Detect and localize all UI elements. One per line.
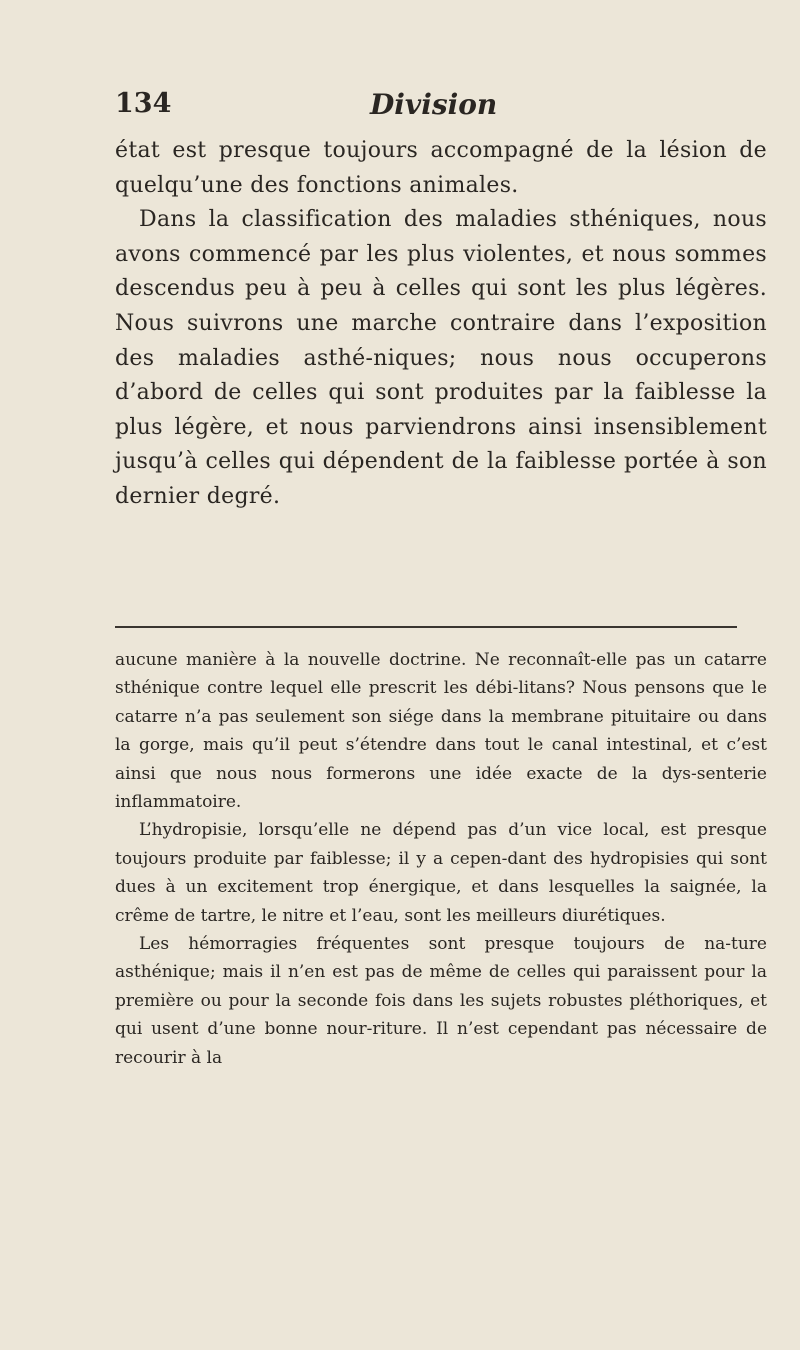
page-number: 134 <box>115 88 172 119</box>
footnote-paragraph: L’hydropisie, lorsqu’elle ne dépend pas d’un vice local, est presque toujours produite par faiblesse; il y a cepen-dant des hydropisies qui sont dues à un excitement trop énergique, et dans lesquelles la saignée, la crême de tartre, le nitre et l’eau, sont les meilleurs diurétiques. <box>115 820 767 926</box>
main-text <box>115 134 767 515</box>
footnote-paragraph: Les hémorragies fréquentes sont presque toujours de na-ture asthénique; mais il n’en est pas de même de celles qui paraissent pour la première ou pour la seconde fois dans les sujets robustes pléthoriques, et qui usent d’une bonne nour-riture. Il n’est cependant pas nécessaire de recourir à la <box>115 934 767 1068</box>
footnote-paragraph: aucune manière à la nouvelle doctrine. Ne reconnaît-elle pas un catarre sthénique contre lequel elle prescrit les débi-litans? Nous pensons que le catarre n’a pas seulement son siége dans la membrane pituitaire ou dans la gorge, mais qu’il peut s’étendre dans tout le canal intestinal, et c’est ainsi que nous nous formerons une idée exacte de la dys-senterie inflammatoire. <box>115 650 767 813</box>
footnote-separator <box>115 626 737 628</box>
running-title: Division <box>370 88 498 121</box>
main-paragraph: état est presque toujours accompagné de la lésion de quelqu’une des fonctions animales. <box>115 138 767 198</box>
footnote-text <box>115 646 767 1072</box>
main-paragraph: Dans la classification des maladies sthéniques, nous avons commencé par les plus violentes, et nous sommes descendus peu à peu à celles qui sont les plus légères. Nous suivrons une marche contraire dans l’exposition des maladies asthé-niques; nous nous occuperons d’abord de celles qui sont produites par la faiblesse la plus légère, et nous parviendrons ainsi insensiblement jusqu’à celles qui dépendent de la faiblesse portée à son dernier degré. <box>115 207 767 509</box>
page-header <box>115 88 735 128</box>
